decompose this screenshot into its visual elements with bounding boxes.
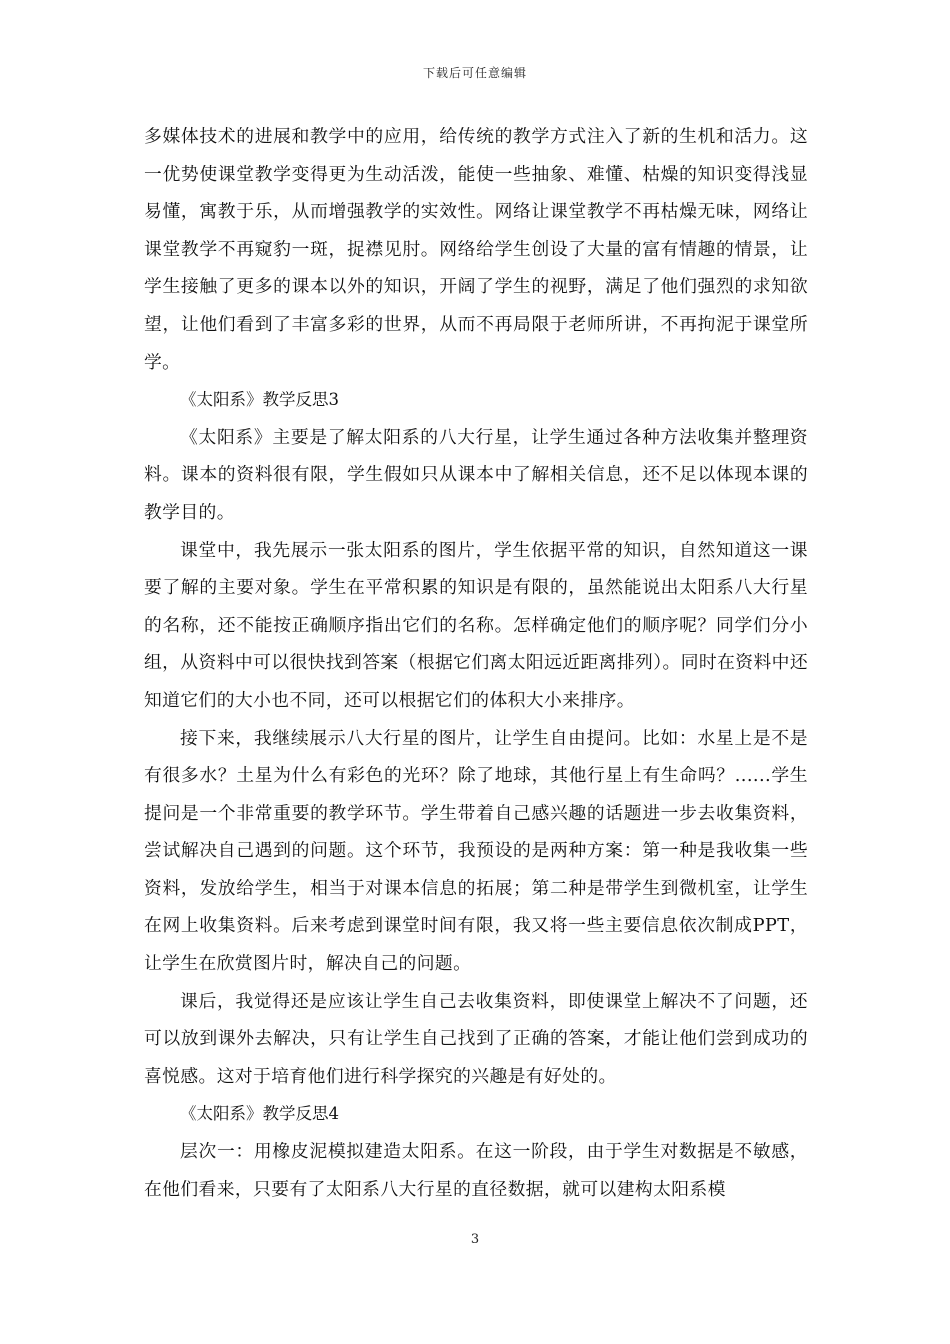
- section-heading-reflection-4: 《太阳系》教学反思4: [180, 1104, 339, 1124]
- page-header: 下载后可任意编辑: [422, 66, 527, 80]
- document-body: [144, 118, 808, 1208]
- paragraph-multimedia: 多媒体技术的进展和教学中的应用，给传统的教学方式注入了新的生机和活力。这一优势使课堂教学变得更为生动活泼，能使一些抽象、难懂、枯燥的知识变得浅显易懂，寓教于乐，从而增强教学的实效性。网络让课堂教学不再枯燥无味，网络让课堂教学不再窥豹一斑，捉襟见肘。网络给学生创设了大量的富有情趣的情景，让学生接触了更多的课本以外的知识，开阔了学生的视野，满足了他们强烈的求知欲望，让他们看到了丰富多彩的世界，从而不再局限于老师所讲，不再拘泥于课堂所学。: [144, 126, 808, 373]
- section-heading-reflection-3: 《太阳系》教学反思3: [180, 390, 339, 410]
- paragraph-planet-images: 接下来，我继续展示八大行星的图片，让学生自由提问。比如：水星上是不是有很多水？土星为什么有彩色的光环？除了地球，其他行星上有生命吗？......学生提问是一个非常重要的教学环节。学生带着自己感兴趣的话题进一步去收集资料，尝试解决自己遇到的问题。这个环节，我预设的是两种方案：第一种是我收集一些资料，发放给学生，相当于对课本信息的拓展；第二种是带学生到微机室，让学生在网上收集资料。后来考虑到课堂时间有限，我又将一些主要信息依次制成PPT，让学生在欣赏图片时，解决自己的问题。: [144, 727, 808, 975]
- paragraph-solar-system-intro: 《太阳系》主要是了解太阳系的八大行星，让学生通过各种方法收集并整理资料。课本的资料很有限，学生假如只从课本中了解相关信息，还不足以体现本课的教学目的。: [144, 426, 808, 523]
- page-number: 3: [470, 1232, 480, 1247]
- paragraph-after-class: 课后，我觉得还是应该让学生自己去收集资料，即使课堂上解决不了问题，还可以放到课外去解决，只有让学生自己找到了正确的答案，才能让他们尝到成功的喜悦感。这对于培育他们进行科学探究的兴趣是有好处的。: [144, 990, 808, 1087]
- paragraph-level-one: 层次一：用橡皮泥模拟建造太阳系。在这一阶段，由于学生对数据是不敏感，在他们看来，只要有了太阳系八大行星的直径数据，就可以建构太阳系模: [144, 1141, 808, 1200]
- paragraph-classroom: 课堂中，我先展示一张太阳系的图片，学生依据平常的知识，自然知道这一课要了解的主要对象。学生在平常积累的知识是有限的，虽然能说出太阳系八大行星的名称，还不能按正确顺序指出它们的名称。怎样确定他们的顺序呢？同学们分小组，从资料中可以很快找到答案（根据它们离太阳远近距离排列）。同时在资料中还知道它们的大小也不同，还可以根据它们的体积大小来排序。: [144, 539, 808, 711]
